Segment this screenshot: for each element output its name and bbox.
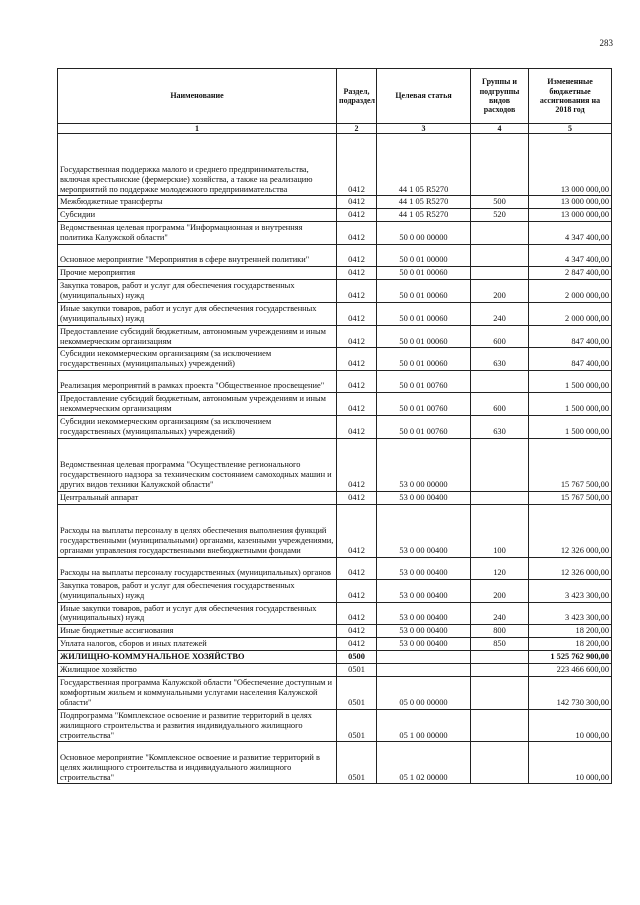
table-row (58, 416, 612, 439)
row-amount: 13 000 000,00 (529, 209, 612, 222)
row-target: 44 1 05 R5270 (377, 134, 471, 196)
row-section: 0412 (337, 222, 377, 245)
row-amount: 18 200,00 (529, 625, 612, 638)
table-row (58, 664, 612, 677)
column-number-row (58, 124, 612, 134)
row-amount: 1 500 000,00 (529, 416, 612, 439)
row-target: 53 0 00 00400 (377, 579, 471, 602)
row-section: 0412 (337, 371, 377, 393)
row-section: 0501 (337, 664, 377, 677)
table-row (58, 579, 612, 602)
row-amount: 10 000,00 (529, 709, 612, 742)
row-group: 850 (471, 638, 529, 651)
header-name: Наименование (58, 69, 337, 124)
row-group (471, 438, 529, 491)
row-amount: 3 423 300,00 (529, 579, 612, 602)
row-name: Субсидии некоммерческим организациям (за исключением государственных (муниципальных) учреждений) (58, 416, 337, 439)
row-group: 240 (471, 302, 529, 325)
row-name: Ведомственная целевая программа "Осуществление регионального государственного надзора за техническим состоянием самоходных машин и других видов техники Калужской области" (58, 438, 337, 491)
row-name: Центральный аппарат (58, 491, 337, 504)
row-target: 44 1 05 R5270 (377, 209, 471, 222)
table-row (58, 651, 612, 664)
row-amount: 847 400,00 (529, 325, 612, 348)
row-amount: 2 000 000,00 (529, 302, 612, 325)
table-row (58, 638, 612, 651)
row-group: 800 (471, 625, 529, 638)
table-row (58, 557, 612, 579)
row-amount: 1 500 000,00 (529, 371, 612, 393)
row-target: 50 0 01 00000 (377, 245, 471, 267)
row-name: Реализация мероприятий в рамках проекта "Общественное просвещение" (58, 371, 337, 393)
row-target: 50 0 01 00060 (377, 348, 471, 371)
row-group: 500 (471, 196, 529, 209)
row-group (471, 267, 529, 280)
row-amount: 18 200,00 (529, 638, 612, 651)
row-group (471, 677, 529, 710)
table-row (58, 267, 612, 280)
table-row (58, 196, 612, 209)
row-name: Жилищное хозяйство (58, 664, 337, 677)
row-target: 53 0 00 00400 (377, 602, 471, 625)
row-section: 0412 (337, 325, 377, 348)
header-row (58, 69, 612, 124)
table-row (58, 348, 612, 371)
row-name: Расходы на выплаты персоналу в целях обеспечения выполнения функций государственными (муниципальными) органами, казенными учреждениями, органами управления государственными внебюджетными фондами (58, 504, 337, 557)
row-group (471, 742, 529, 784)
row-target: 50 0 01 00060 (377, 325, 471, 348)
header-section: Раздел, подраздел (337, 69, 377, 124)
row-group (471, 491, 529, 504)
row-group: 200 (471, 279, 529, 302)
table-row (58, 325, 612, 348)
row-amount: 2 000 000,00 (529, 279, 612, 302)
row-group: 200 (471, 579, 529, 602)
row-target: 05 1 02 00000 (377, 742, 471, 784)
table-row (58, 209, 612, 222)
row-name: Прочие мероприятия (58, 267, 337, 280)
row-target: 53 0 00 00400 (377, 504, 471, 557)
row-group: 600 (471, 393, 529, 416)
table-row (58, 393, 612, 416)
row-target: 05 0 00 00000 (377, 677, 471, 710)
row-section: 0412 (337, 579, 377, 602)
row-section: 0412 (337, 267, 377, 280)
column-number: 1 (58, 124, 337, 134)
table-row (58, 677, 612, 710)
row-section: 0500 (337, 651, 377, 664)
budget-table (57, 68, 612, 784)
row-section: 0412 (337, 134, 377, 196)
row-group (471, 709, 529, 742)
row-target: 50 0 01 00760 (377, 371, 471, 393)
row-amount: 1 525 762 900,00 (529, 651, 612, 664)
table-row (58, 504, 612, 557)
row-group: 520 (471, 209, 529, 222)
row-name: Государственная программа Калужской области "Обеспечение доступным и комфортным жильем и коммунальными услугами населения Калужской области" (58, 677, 337, 710)
row-group (471, 651, 529, 664)
table-row (58, 134, 612, 196)
row-section: 0501 (337, 742, 377, 784)
row-target (377, 664, 471, 677)
page-number: 283 (599, 38, 613, 48)
row-section: 0412 (337, 196, 377, 209)
row-section: 0412 (337, 393, 377, 416)
table-row (58, 302, 612, 325)
row-amount: 223 466 600,00 (529, 664, 612, 677)
row-name: Основное мероприятие "Комплексное освоение и развитие территорий в целях жилищного строительства и индивидуального жилищного строительства" (58, 742, 337, 784)
row-amount: 15 767 500,00 (529, 491, 612, 504)
row-target: 50 0 01 00060 (377, 279, 471, 302)
row-section: 0412 (337, 602, 377, 625)
row-name: Подпрограмма "Комплексное освоение и развитие территорий в целях жилищного строительства и развития индивидуального жилищного строительства" (58, 709, 337, 742)
row-section: 0412 (337, 348, 377, 371)
row-amount: 142 730 300,00 (529, 677, 612, 710)
row-section: 0412 (337, 557, 377, 579)
row-target: 50 0 01 00760 (377, 416, 471, 439)
row-name: Уплата налогов, сборов и иных платежей (58, 638, 337, 651)
row-name: Иные бюджетные ассигнования (58, 625, 337, 638)
row-amount: 10 000,00 (529, 742, 612, 784)
table-row (58, 438, 612, 491)
header-amount: Измененные бюджетные ассигнования на 2018 год (529, 69, 612, 124)
column-number: 5 (529, 124, 612, 134)
row-amount: 3 423 300,00 (529, 602, 612, 625)
table-row (58, 742, 612, 784)
row-amount: 2 847 400,00 (529, 267, 612, 280)
row-section: 0501 (337, 677, 377, 710)
row-section: 0412 (337, 209, 377, 222)
row-target: 05 1 00 00000 (377, 709, 471, 742)
row-target: 50 0 01 00060 (377, 302, 471, 325)
row-amount: 13 000 000,00 (529, 134, 612, 196)
row-target: 53 0 00 00400 (377, 557, 471, 579)
row-amount: 1 500 000,00 (529, 393, 612, 416)
row-amount: 12 326 000,00 (529, 504, 612, 557)
row-section: 0412 (337, 625, 377, 638)
table-row (58, 491, 612, 504)
row-name: Ведомственная целевая программа "Информационная и внутренняя политика Калужской области" (58, 222, 337, 245)
row-section: 0412 (337, 279, 377, 302)
row-name: Расходы на выплаты персоналу государственных (муниципальных) органов (58, 557, 337, 579)
column-number: 2 (337, 124, 377, 134)
header-target: Целевая статья (377, 69, 471, 124)
table-row (58, 602, 612, 625)
row-name: Субсидии некоммерческим организациям (за исключением государственных (муниципальных) учреждений) (58, 348, 337, 371)
row-name: Иные закупки товаров, работ и услуг для обеспечения государственных (муниципальных) нужд (58, 602, 337, 625)
row-target (377, 651, 471, 664)
row-section: 0412 (337, 638, 377, 651)
row-amount: 15 767 500,00 (529, 438, 612, 491)
row-amount: 13 000 000,00 (529, 196, 612, 209)
row-section: 0501 (337, 709, 377, 742)
row-target: 53 0 00 00400 (377, 638, 471, 651)
row-name: Предоставление субсидий бюджетным, автономным учреждениям и иным некоммерческим организациям (58, 393, 337, 416)
row-section: 0412 (337, 302, 377, 325)
row-name: Субсидии (58, 209, 337, 222)
row-target: 53 0 00 00000 (377, 438, 471, 491)
row-section: 0412 (337, 504, 377, 557)
row-name: Государственная поддержка малого и среднего предпринимательства, включая крестьянские (фермерские) хозяйства, а также на реализацию мероприятий по поддержке молодежного предпринимательства (58, 134, 337, 196)
row-group: 240 (471, 602, 529, 625)
row-name: Иные закупки товаров, работ и услуг для обеспечения государственных (муниципальных) нужд (58, 302, 337, 325)
header-groups: Группы и подгруппы видов расходов (471, 69, 529, 124)
row-group: 100 (471, 504, 529, 557)
row-amount: 847 400,00 (529, 348, 612, 371)
row-section: 0412 (337, 245, 377, 267)
row-section: 0412 (337, 491, 377, 504)
row-name: Основное мероприятие "Мероприятия в сфере внутренней политики" (58, 245, 337, 267)
row-target: 50 0 01 00760 (377, 393, 471, 416)
row-group (471, 245, 529, 267)
table-row (58, 709, 612, 742)
row-amount: 4 347 400,00 (529, 245, 612, 267)
row-group (471, 371, 529, 393)
table-row (58, 625, 612, 638)
row-name: Межбюджетные трансферты (58, 196, 337, 209)
row-amount: 4 347 400,00 (529, 222, 612, 245)
row-group (471, 664, 529, 677)
table-row (58, 245, 612, 267)
row-group: 630 (471, 348, 529, 371)
row-group: 120 (471, 557, 529, 579)
row-target: 44 1 05 R5270 (377, 196, 471, 209)
column-number: 4 (471, 124, 529, 134)
row-section: 0412 (337, 438, 377, 491)
row-name: Закупка товаров, работ и услуг для обеспечения государственных (муниципальных) нужд (58, 579, 337, 602)
row-group: 630 (471, 416, 529, 439)
row-target: 50 0 01 00060 (377, 267, 471, 280)
column-number: 3 (377, 124, 471, 134)
row-name: ЖИЛИЩНО-КОММУНАЛЬНОЕ ХОЗЯЙСТВО (58, 651, 337, 664)
row-group (471, 134, 529, 196)
table-row (58, 371, 612, 393)
row-target: 50 0 00 00000 (377, 222, 471, 245)
table-row (58, 279, 612, 302)
row-name: Закупка товаров, работ и услуг для обеспечения государственных (муниципальных) нужд (58, 279, 337, 302)
row-section: 0412 (337, 416, 377, 439)
row-group (471, 222, 529, 245)
table-row (58, 222, 612, 245)
row-target: 53 0 00 00400 (377, 625, 471, 638)
row-name: Предоставление субсидий бюджетным, автономным учреждениям и иным некоммерческим организациям (58, 325, 337, 348)
row-group: 600 (471, 325, 529, 348)
row-amount: 12 326 000,00 (529, 557, 612, 579)
row-target: 53 0 00 00400 (377, 491, 471, 504)
